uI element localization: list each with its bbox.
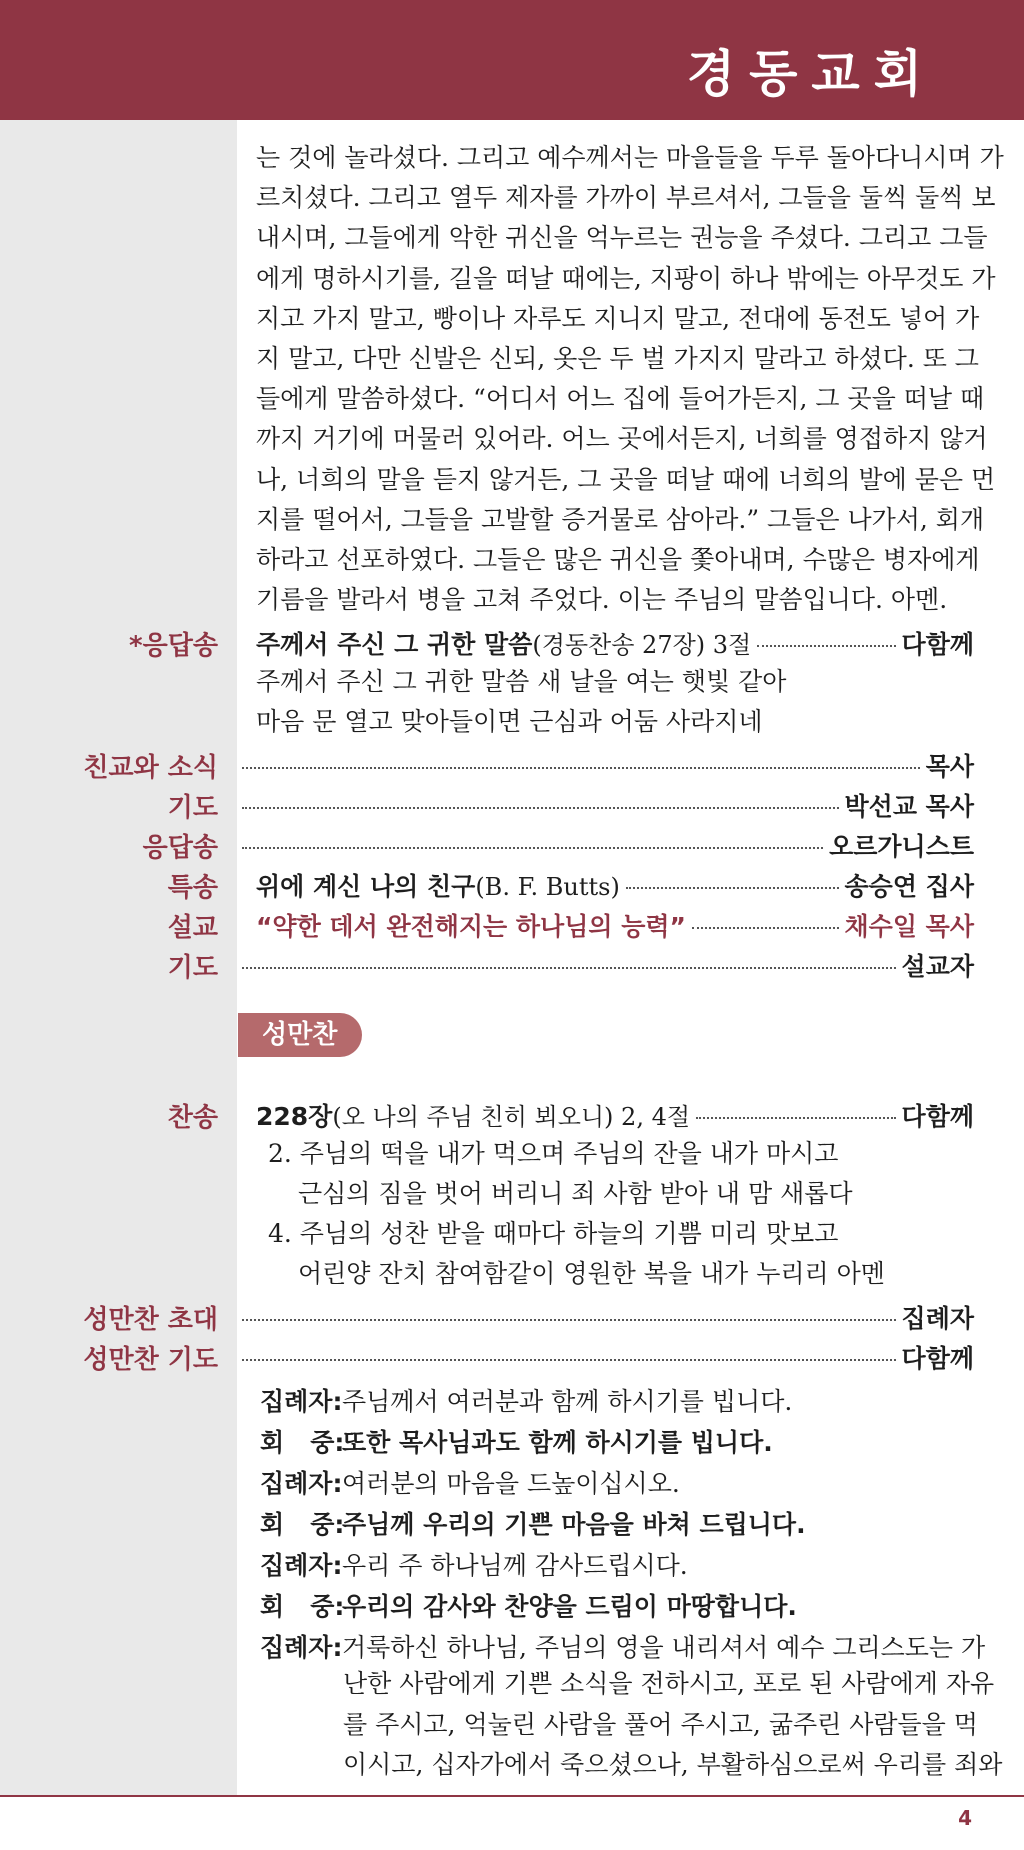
scripture-reading [256, 138, 1004, 620]
reading-line: 지를 떨어서, 그들을 고발할 증거물로 삼아라.” 그들은 나가서, 회개 [256, 504, 985, 534]
dialogue-speaker: 회 중: [260, 1428, 345, 1457]
dialogue-text: 거룩하신 하나님, 주님의 영을 내리셔서 예수 그리스도는 가 [342, 1633, 986, 1662]
header-bar [0, 0, 1024, 120]
continuation-line: 난한 사람에게 기쁜 소식을 전하시고, 포로 된 사람에게 자유 [343, 1669, 995, 1698]
fellowship-label: 친교와 소식 [83, 753, 218, 783]
hymn-detail: (오 나의 주님 친히 뵈오니) 2, 4절 [332, 1103, 691, 1131]
dialogue-speaker: 집례자: [260, 1551, 343, 1580]
lyric-line: 마음 문 열고 맞아들이면 근심과 어둠 사라지네 [256, 707, 763, 736]
hymn-verse: 근심의 짐을 벗어 버리니 죄 사함 받아 내 맘 새롭다 [298, 1179, 853, 1208]
dialogue-text: 여러분의 마음을 드높이십시오. [342, 1469, 680, 1498]
sermon-label: 설교 [167, 913, 218, 943]
special-song-title: 위에 계신 나의 친구 [256, 872, 476, 901]
hymn-number: 228장 [256, 1102, 333, 1131]
hymn-row [0, 1092, 1024, 1132]
hymn-line [256, 1097, 974, 1133]
continuation-line: 를 주시고, 억눌린 사람을 풀어 주시고, 굶주린 사람들을 먹 [343, 1709, 978, 1739]
church-name: 경동교회 [686, 45, 936, 103]
communion-invite-row [0, 1294, 1024, 1334]
communion-invite-label: 성만찬 초대 [83, 1305, 218, 1335]
dialogue-speaker: 집례자: [260, 1469, 343, 1498]
dialogue-text: 주님께 우리의 기쁜 마음을 바쳐 드립니다. [342, 1510, 806, 1539]
reading-line: 에게 명하시기를, 길을 떠날 때에는, 지팡이 하나 밖에는 아무것도 가 [256, 263, 996, 293]
dialogue-speaker: 집례자: [260, 1387, 343, 1416]
leader-dots [696, 1117, 896, 1119]
communion-section-badge: 성만찬 [238, 1013, 362, 1057]
dialogue-speaker: 회 중: [260, 1592, 345, 1621]
hymn-verse: 어린양 잔치 참여함같이 영원한 복을 내가 누리리 아멘 [298, 1259, 885, 1288]
dialogue-line [260, 1505, 980, 1541]
dialogue-text: 또한 목사님과도 함께 하시기를 빕니다. [342, 1428, 773, 1457]
dialogue-line [260, 1628, 986, 1664]
prayer2-label: 기도 [167, 953, 218, 983]
dialogue-text: 우리 주 하나님께 감사드립시다. [342, 1551, 688, 1580]
leader-dots [242, 1319, 896, 1321]
communion-prayer-label: 성만찬 기도 [83, 1345, 218, 1375]
leader-dots [242, 847, 823, 849]
communion-prayer-who: 다함께 [901, 1344, 974, 1373]
dialogue-line [260, 1464, 980, 1500]
response-song-title: 주께서 주신 그 귀한 말씀 [256, 630, 533, 659]
prayer2-line [236, 947, 974, 983]
sermon-row [0, 902, 1024, 942]
prayer2-row [0, 942, 1024, 982]
reading-line: 하라고 선포하였다. 그들은 많은 귀신을 쫓아내며, 수많은 병자에게 [256, 545, 980, 575]
response-song-line [256, 625, 974, 661]
leader-dots [757, 645, 895, 647]
hymn-verse: 2. 주님의 떡을 내가 먹으며 주님의 잔을 내가 마시고 [268, 1139, 839, 1168]
reading-line: 르치셨다. 그리고 열두 제자를 가까이 부르셔서, 그들을 둘씩 둘씩 보 [256, 183, 996, 213]
page-number: 4 [958, 1806, 972, 1830]
hymn-verse: 4. 주님의 성찬 받을 때마다 하늘의 기쁨 미리 맛보고 [268, 1219, 839, 1248]
response-song-row [0, 620, 1024, 660]
response-label: 응답송 [142, 833, 218, 863]
reading-line: 지 말고, 다만 신발은 신되, 옷은 두 벌 가지지 말라고 하셨다. 또 그 [256, 344, 979, 374]
special-song-who: 송승연 집사 [844, 872, 974, 901]
sermon-line [256, 907, 974, 943]
dialogue-continuation [343, 1664, 1003, 1786]
fellowship-line [236, 747, 974, 783]
prayer2-who: 설교자 [901, 952, 974, 981]
reading-line: 들에게 말씀하셨다. “어디서 어느 집에 들어가든지, 그 곳을 떠날 때 [256, 384, 985, 414]
leader-dots [626, 887, 839, 889]
dialogue-line [260, 1382, 980, 1418]
special-song-label: 특송 [167, 873, 218, 903]
leader-dots [242, 967, 896, 969]
dialogue-text: 우리의 감사와 찬양을 드림이 마땅합니다. [342, 1592, 797, 1621]
communion-invite-line [236, 1299, 974, 1335]
dialogue-text: 주님께서 여러분과 함께 하시기를 빕니다. [342, 1387, 793, 1416]
prayer-row [0, 782, 1024, 822]
reading-line: 지고 가지 말고, 빵이나 자루도 지니지 말고, 전대에 동전도 넣어 가 [256, 303, 980, 333]
fellowship-row [0, 742, 1024, 782]
response-row [0, 822, 1024, 862]
dialogue-line [260, 1546, 980, 1582]
reading-line: 까지 거기에 머물러 있어라. 어느 곳에서든지, 너희를 영접하지 않거 [256, 424, 988, 454]
response-song-label: *응답송 [129, 631, 218, 661]
reading-line: 내시며, 그들에게 악한 귀신을 억누르는 권능을 주셨다. 그리고 그들 [256, 223, 988, 253]
prayer-who: 박선교 목사 [844, 792, 974, 821]
dialogue-speaker: 회 중: [260, 1510, 345, 1539]
special-song-line [256, 867, 974, 903]
dialogue-line [260, 1587, 980, 1623]
hymn-who: 다함께 [901, 1102, 974, 1131]
communion-prayer-row [0, 1334, 1024, 1374]
leader-dots [692, 927, 839, 929]
reading-line: 나, 너희의 말을 듣지 않거든, 그 곳을 떠날 때에 너희의 발에 묻은 먼 [256, 464, 996, 494]
communion-prayer-line [236, 1339, 974, 1375]
dialogue-line [260, 1423, 980, 1459]
dialogue-speaker: 집례자: [260, 1633, 343, 1662]
leader-dots [242, 767, 920, 769]
lyric-line: 주께서 주신 그 귀한 말씀 새 날을 여는 햇빛 같아 [256, 667, 787, 696]
footer-rule [0, 1795, 1024, 1797]
reading-line: 기름을 발라서 병을 고쳐 주었다. 이는 주님의 말씀입니다. 아멘. [256, 585, 948, 615]
sermon-who: 채수일 목사 [844, 912, 974, 941]
leader-dots [242, 807, 839, 809]
special-song-row [0, 862, 1024, 902]
response-line [236, 827, 974, 863]
fellowship-who: 목사 [925, 752, 974, 781]
sermon-title: “약한 데서 완전해지는 하나님의 능력” [256, 912, 686, 941]
leader-dots [242, 1359, 896, 1361]
hymn-label: 찬송 [167, 1103, 218, 1133]
response-song-detail: (경동찬송 27장) 3절 [532, 631, 752, 659]
response-song-who: 다함께 [901, 630, 974, 659]
special-song-detail: (B. F. Butts) [475, 873, 620, 901]
prayer-label: 기도 [167, 793, 218, 823]
prayer-line [236, 787, 974, 823]
reading-line: 는 것에 놀라셨다. 그리고 예수께서는 마을들을 두루 돌아다니시며 가 [256, 143, 1004, 172]
communion-invite-who: 집례자 [901, 1304, 974, 1333]
response-who: 오르가니스트 [829, 832, 974, 861]
continuation-line: 이시고, 십자가에서 죽으셨으나, 부활하심으로써 우리를 죄와 [343, 1750, 1003, 1779]
